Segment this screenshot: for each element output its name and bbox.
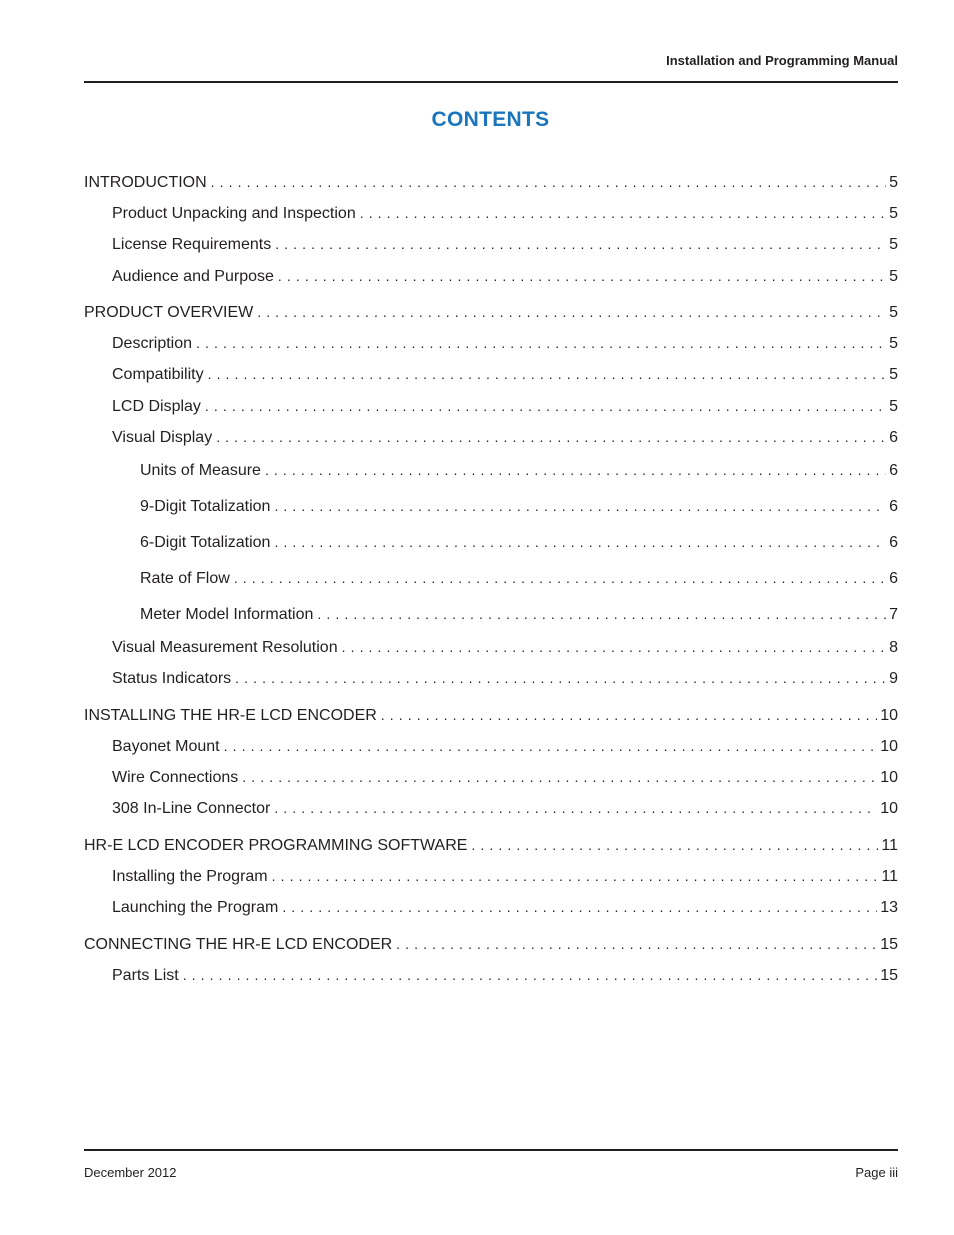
toc-page: 5 bbox=[889, 268, 898, 285]
toc-page: 10 bbox=[880, 738, 898, 755]
dot-leader bbox=[381, 704, 877, 726]
toc-label: Status Indicators bbox=[112, 670, 232, 687]
toc-entry-audience-purpose[interactable] bbox=[84, 265, 898, 287]
dot-leader bbox=[274, 495, 886, 517]
dot-leader bbox=[234, 567, 886, 589]
toc-label: PRODUCT OVERVIEW bbox=[84, 304, 254, 321]
toc-page: 5 bbox=[889, 398, 898, 415]
dot-leader bbox=[274, 531, 886, 553]
contents-heading: CONTENTS bbox=[431, 108, 550, 131]
toc-entry-rate-of-flow[interactable] bbox=[84, 567, 898, 589]
dot-leader bbox=[183, 964, 878, 986]
dot-leader bbox=[317, 603, 886, 625]
dot-leader bbox=[342, 636, 886, 658]
dot-leader bbox=[211, 171, 886, 193]
toc-entry-bayonet-mount[interactable] bbox=[84, 735, 898, 757]
toc-page: 6 bbox=[889, 534, 898, 551]
dot-leader bbox=[196, 332, 886, 354]
toc-entry-meter-model-information[interactable] bbox=[84, 603, 898, 625]
toc-page: 13 bbox=[880, 899, 898, 916]
toc-entry-launching-program[interactable] bbox=[84, 896, 898, 918]
toc-entry-lcd-display[interactable] bbox=[84, 395, 898, 417]
toc-entry-product-overview[interactable] bbox=[84, 301, 898, 323]
toc-page: 5 bbox=[889, 366, 898, 383]
toc-label: Bayonet Mount bbox=[112, 738, 220, 755]
dot-leader bbox=[257, 301, 886, 323]
toc-entry-description[interactable] bbox=[84, 332, 898, 354]
toc-label: LCD Display bbox=[112, 398, 201, 415]
toc-label: 308 In-Line Connector bbox=[112, 800, 271, 817]
toc-label: License Requirements bbox=[112, 236, 272, 253]
toc-page: 8 bbox=[889, 639, 898, 656]
toc-entry-visual-display[interactable] bbox=[84, 426, 898, 448]
toc-label: Meter Model Information bbox=[140, 606, 314, 623]
toc-label: CONNECTING THE HR-E LCD ENCODER bbox=[84, 936, 393, 953]
toc-page: 5 bbox=[889, 236, 898, 253]
dot-leader bbox=[205, 395, 886, 417]
toc-page: 10 bbox=[880, 769, 898, 786]
toc-label: Units of Measure bbox=[140, 462, 261, 479]
footer-page-number: Page iii bbox=[855, 1165, 898, 1180]
toc-entry-308-in-line-connector[interactable] bbox=[84, 797, 898, 819]
toc-page: 6 bbox=[889, 498, 898, 515]
toc-page: 5 bbox=[889, 174, 898, 191]
toc-page: 6 bbox=[889, 429, 898, 446]
dot-leader bbox=[360, 202, 886, 224]
dot-leader bbox=[208, 363, 887, 385]
toc-page: 15 bbox=[880, 936, 898, 953]
toc-label: Visual Measurement Resolution bbox=[112, 639, 338, 656]
toc-entry-programming-software[interactable] bbox=[84, 834, 898, 856]
toc-label: Audience and Purpose bbox=[112, 268, 274, 285]
dot-leader bbox=[275, 233, 886, 255]
toc-page: 10 bbox=[880, 707, 898, 724]
toc-entry-units-of-measure[interactable] bbox=[84, 459, 898, 481]
dot-leader bbox=[265, 459, 886, 481]
toc-entry-6-digit-totalization[interactable] bbox=[84, 531, 898, 553]
toc-label: Rate of Flow bbox=[140, 570, 230, 587]
toc-page: 6 bbox=[889, 462, 898, 479]
toc-entry-compatibility[interactable] bbox=[84, 363, 898, 385]
toc-label: INTRODUCTION bbox=[84, 174, 207, 191]
footer-rule bbox=[84, 1149, 898, 1151]
toc-page: 5 bbox=[889, 205, 898, 222]
toc-entry-license-requirements[interactable] bbox=[84, 233, 898, 255]
dot-leader bbox=[278, 265, 886, 287]
toc-page: 5 bbox=[889, 304, 898, 321]
dot-leader bbox=[242, 766, 877, 788]
toc-page: 9 bbox=[889, 670, 898, 687]
toc-entry-installing-encoder[interactable] bbox=[84, 704, 898, 726]
toc-label: HR-E LCD ENCODER PROGRAMMING SOFTWARE bbox=[84, 837, 468, 854]
toc-page: 10 bbox=[880, 800, 898, 817]
dot-leader bbox=[396, 933, 877, 955]
toc-entry-visual-measurement-resolution[interactable] bbox=[84, 636, 898, 658]
dot-leader bbox=[224, 735, 878, 757]
toc-entry-parts-list[interactable] bbox=[84, 964, 898, 986]
dot-leader bbox=[216, 426, 886, 448]
toc-entry-installing-program[interactable] bbox=[84, 865, 898, 887]
toc-page: 5 bbox=[889, 335, 898, 352]
toc-entry-9-digit-totalization[interactable] bbox=[84, 495, 898, 517]
dot-leader bbox=[471, 834, 878, 856]
toc-entry-wire-connections[interactable] bbox=[84, 766, 898, 788]
header-rule bbox=[84, 81, 898, 83]
footer-date: December 2012 bbox=[84, 1165, 177, 1180]
toc-label: INSTALLING THE HR-E LCD ENCODER bbox=[84, 707, 377, 724]
toc-label: Parts List bbox=[112, 967, 179, 984]
toc-label: 9-Digit Totalization bbox=[140, 498, 271, 515]
toc-page: 6 bbox=[889, 570, 898, 587]
running-header-title: Installation and Programming Manual bbox=[666, 53, 898, 68]
toc-entry-connecting-encoder[interactable] bbox=[84, 933, 898, 955]
toc-page: 15 bbox=[880, 967, 898, 984]
toc-label: Compatibility bbox=[112, 366, 204, 383]
toc-label: Wire Connections bbox=[112, 769, 239, 786]
toc-label: Product Unpacking and Inspection bbox=[112, 205, 356, 222]
toc-label: Description bbox=[112, 335, 193, 352]
toc-page: 7 bbox=[889, 606, 898, 623]
toc-label: Installing the Program bbox=[112, 868, 268, 885]
dot-leader bbox=[235, 667, 886, 689]
toc-page: 11 bbox=[881, 837, 898, 854]
toc-label: Visual Display bbox=[112, 429, 213, 446]
toc-entry-status-indicators[interactable] bbox=[84, 667, 898, 689]
toc-page: 11 bbox=[881, 868, 898, 885]
toc-entry-introduction[interactable] bbox=[84, 171, 898, 193]
toc-label: Launching the Program bbox=[112, 899, 279, 916]
dot-leader bbox=[272, 865, 879, 887]
dot-leader bbox=[274, 797, 877, 819]
toc-label: 6-Digit Totalization bbox=[140, 534, 271, 551]
toc-entry-product-unpacking[interactable] bbox=[84, 202, 898, 224]
dot-leader bbox=[282, 896, 877, 918]
